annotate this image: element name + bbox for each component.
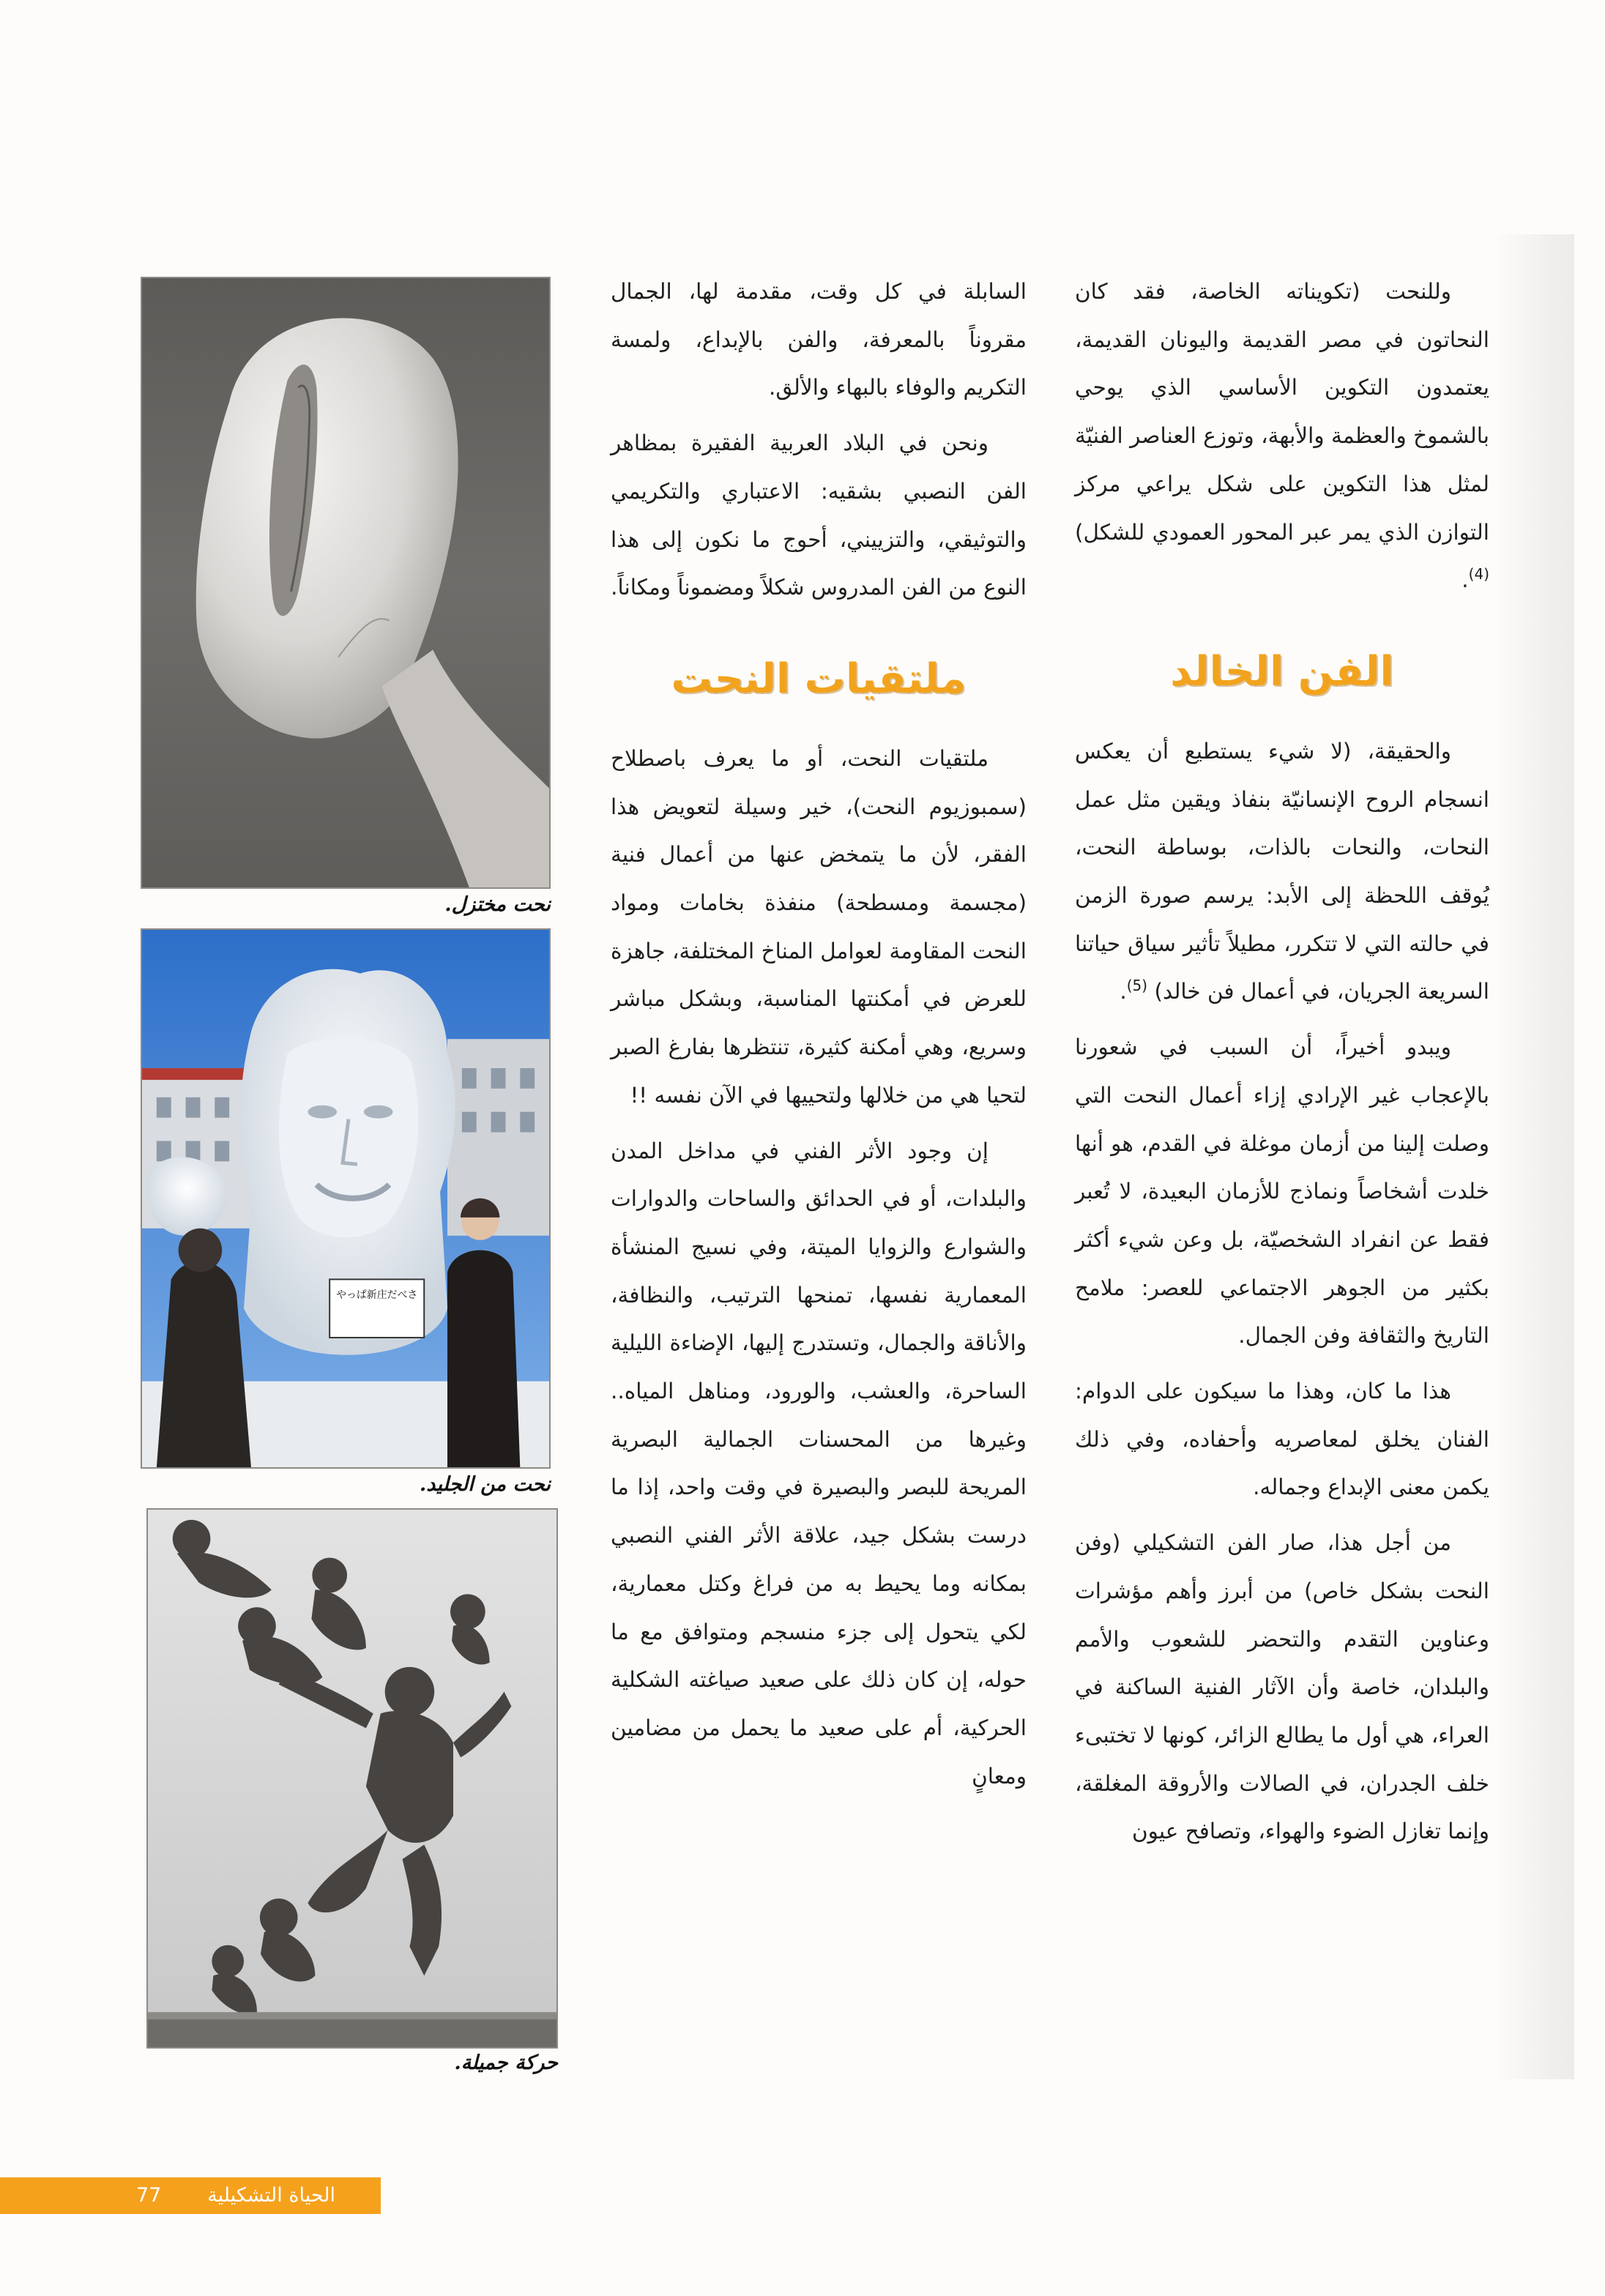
paragraph: والحقيقة، (لا شيء يستطيع أن يعكس انسجام الروح الإنسانيّة بنفاذ ويقين مثل عمل النحات، والنحات بالذات، بوساطة النحت، يُوقف اللحظة إلى الأبد: يرسم صورة الزمن في حالته التي لا تتكرر، مطيلاً تأثير سياق حياتنا السريعة الجريان، في أعمال فن خالد) $^{(5)}$. — [1075, 738, 1489, 1004]
photo-caption: نحت من الجليد. — [419, 1473, 551, 1496]
section-heading: الفن الخالد — [1170, 647, 1394, 696]
magazine-name: الحياة التشكيلية — [207, 2184, 335, 2207]
footer-bar — [0, 2177, 381, 2214]
paragraph: وللنحت (تكويناته الخاصة، فقد كان النحاتون في مصر القديمة واليونان القديمة، يعتمدون التكوين الأساسي الذي يوحي بالشموخ والعظمة والأبهة، وتوزع العناصر الفنيّة لمثل هذا التكوين على شكل يراعي مركز التوازن الذي يمر عبر المحور العمودي للشكل) $^{(4)}$. — [1075, 279, 1489, 593]
sculpture-image — [142, 278, 549, 887]
paragraph: هذا ما كان، وهذا ما سيكون على الدوام: الفنان يخلق لمعاصريه وأحفاده، وفي ذلك يكمن معنى الإبداع وجماله. — [1075, 1379, 1489, 1500]
photo-caption: نحت مختزل. — [444, 893, 551, 916]
footnote-ref: (5) — [1126, 977, 1148, 995]
paragraph: ملتقيات النحت، أو ما يعرف باصطلاح (سمبوزيوم النحت)، خير وسيلة لتعويض هذا الفقر، لأن ما يتمخض عنها من أعمال فنية (مجسمة ومسطحة) منفذة بخامات ومواد النحت المقاومة لعوامل المناخ المختلفة، جاهزة للعرض في أمكنتها المناسبة، وبشكل مباشر وسريع، وهي أمكنة كثيرة، تنتظرها بفارغ الصبر لتحيا هي من خلالها ولتحييها في الآن نفسه !! — [611, 745, 1027, 1108]
text-column-middle — [611, 268, 1027, 1800]
paragraph: ونحن في البلاد العربية الفقيرة بمظاهر الفن النصبي بشقيه: الاعتباري والتكريمي والتوثيقي، والتزييني، أحوج ما نكون إلى هذا النوع من الفن المدروس شكلاً ومضموناً ومكاناً. — [611, 430, 1027, 600]
snow-sign-text: やっぱ新庄だべさ — [336, 1289, 418, 1302]
paragraph: ويبدو أخيراً، أن السبب في شعورنا بالإعجاب غير الإرادي إزاء أعمال النحت التي وصلت إلينا من أزمان موغلة في القدم، هو أنها خلدت أشخاصاً ونماذج للأزمان البعيدة، لا تُعبر فقط عن انفراد الشخصيّة، بل وعن شيء أكثر بكثير من الجوهر الاجتماعي للعصر: ملامح التاريخ والثقافة وفن الجمال. — [1075, 1035, 1489, 1349]
snow-sculpture-image — [142, 930, 549, 1467]
paragraph: السابلة في كل وقت، مقدمة لها، الجمال مقروناً بالمعرفة، والفن بالإبداع، ولمسة التكريم والوفاء بالبهاء والألق. — [611, 279, 1027, 400]
page-number: 77 — [136, 2184, 162, 2207]
photo-bronze-figures — [146, 1508, 558, 2049]
section-heading: ملتقيات النحت — [671, 655, 967, 703]
page-edge-shadow — [1494, 234, 1574, 2079]
paragraph: إن وجود الأثر الفني في مداخل المدن والبلدات، أو في الحدائق والساحات والدوارات والشوارع والزوايا الميتة، وفي نسيج المنشأة المعمارية نفسها، تمنحها الترتيب، والنظافة، والأناقة والجمال، وتستدرج إليها، الإضاءة الليلية الساحرة، والعشب، والورود، ومناهل المياه.. وغيرها من المحسنات الجمالية البصرية المريحة للبصر والبصيرة في وقت واحد، إذا ما درست بشكل جيد، علاقة الأثر الفني النصبي بمكانه وما يحيط به من فراغ وكتل معمارية، لكي يتحول إلى جزء منسجم ومتوافق مع ما حوله، إن كان ذلك على صعيد صياغته الشكلية الحركية، أم على صعيد ما يحمل من مضامين ومعانٍ — [611, 1138, 1027, 1789]
photo-caption: حركة جميلة. — [454, 2051, 558, 2074]
photo-minimalist-sculpture — [141, 277, 551, 889]
text-column-right — [1075, 268, 1489, 1856]
paragraph: من أجل هذا، صار الفن التشكيلي (وفن النحت بشكل خاص) من أبرز وأهم مؤشرات وعناوين التقدم والتحضر للشعوب والأمم والبلدان، خاصة وأن الآثار الفنية الساكنة في العراء، هي أول ما يطالع الزائر، كونها لا تختبىء خلف الجدران، في الصالات والأروقة المغلقة، وإنما تغازل الضوء والهواء، وتصافح عيون — [1075, 1530, 1489, 1844]
photo-snow-sculpture — [141, 928, 551, 1469]
bronze-sculpture-image — [148, 1510, 556, 2047]
footnote-ref: (4) — [1468, 565, 1489, 584]
